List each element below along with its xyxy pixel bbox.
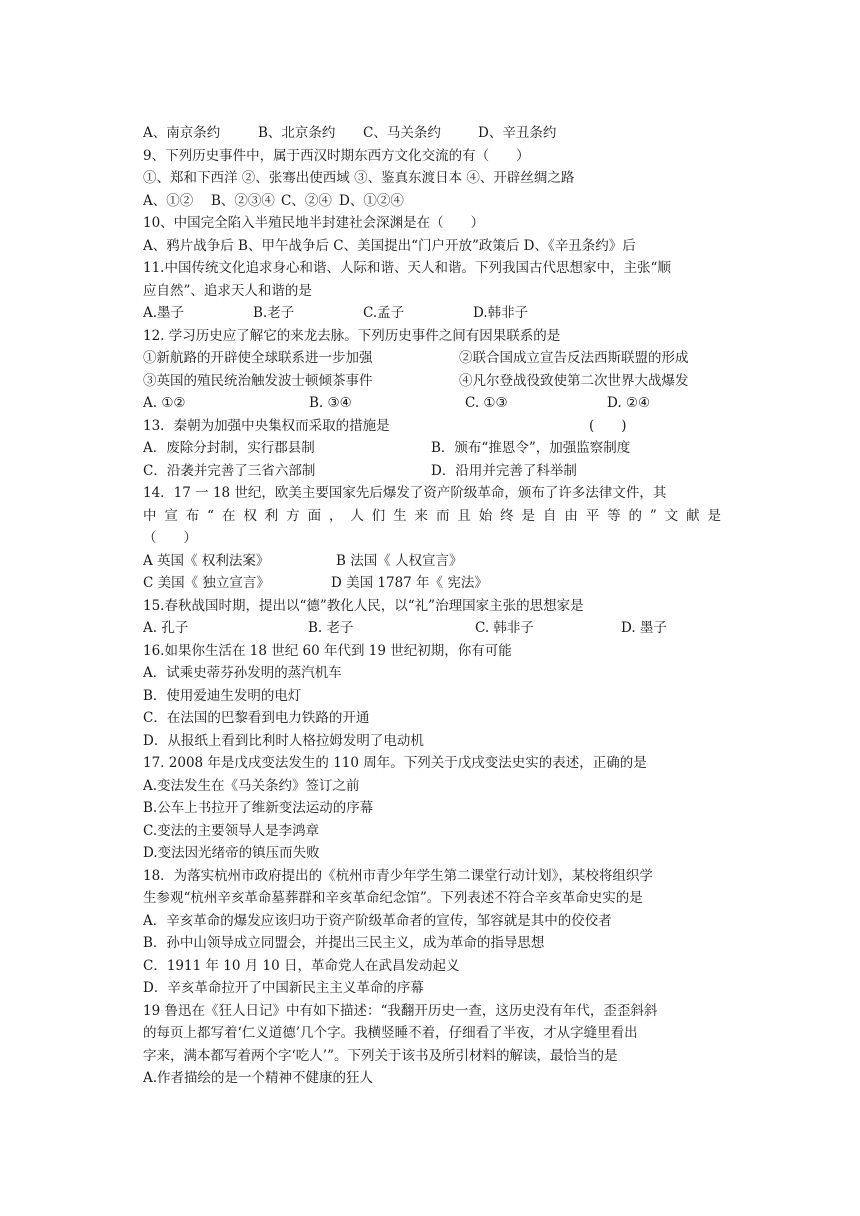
q10-stem: 10、中国完全陷入半殖民地半封建社会深渊是在（ ） (143, 215, 485, 231)
q19-stem-line-2: 的每页上都写着‘仁义道德’几个字。我横竖睡不着，仔细看了半夜，才从字缝里看出 (143, 1025, 638, 1041)
q14-stem-line-3: （ ） (143, 530, 197, 546)
q18-stem-line-1: 18．为落实杭州市政府提出的《杭州市青少年学生第二课堂行动计划》，某校将组织学 (143, 867, 653, 884)
q12-options (143, 392, 721, 415)
q13-options-row-2 (143, 460, 721, 483)
q9-options (143, 190, 721, 213)
q11-option-b: B.老子 (253, 305, 295, 321)
q15-option-a: A. 孔子 (143, 620, 189, 636)
q12-option-d: D. ②④ (607, 395, 651, 411)
q14-option-d: D 美国 1787 年《 宪法》 (331, 575, 488, 591)
q16-option-a: A．试乘史蒂芬孙发明的蒸汽机车 (143, 665, 342, 681)
q18-option-c: C．1911 年 10 月 10 日，革命党人在武昌发动起义 (143, 957, 460, 974)
q14-options-row-2 (143, 572, 721, 595)
q11-option-c: C.孟子 (363, 305, 405, 321)
q12-items-row-2 (143, 370, 721, 393)
q8-options (143, 122, 721, 145)
q14-options-row-1 (143, 550, 721, 573)
q12-option-a: A. ①② (143, 395, 186, 411)
q17-stem: 17. 2008 年是戊戌变法发生的 110 周年。下列关于戊戌变法史实的表述，正确的是 (143, 755, 647, 771)
q9-option-a: A、①② (143, 192, 194, 209)
q16-option-d: D．从报纸上看到比利时人格拉姆发明了电动机 (143, 732, 424, 749)
q17-option-d: D.变法因光绪帝的镇压而失败 (143, 845, 320, 861)
q14-option-a: A 英国《 权利法案》 (143, 552, 270, 569)
q9-items: ①、郑和下西洋 ②、张骞出使西域 ③、鉴真东渡日本 ④、开辟丝绸之路 (143, 170, 575, 186)
q8-option-a: A、南京条约 (143, 125, 221, 141)
q9-stem: 9、下列历史事件中，属于西汉时期东西方文化交流的有（ ） (143, 147, 530, 164)
question-list (143, 122, 721, 1090)
q12-items-row-1 (143, 347, 721, 370)
q14-option-c: C 美国《 独立宣言》 (143, 575, 270, 591)
q9-option-d: D、①②④ (339, 192, 404, 209)
q13-option-d: D．沿用并完善了科举制 (431, 462, 577, 479)
q15-options (143, 617, 721, 640)
q14-stem-line-2: 中宣布“在权利方面，人们生来而且始终是自由平等的”文献是 (143, 507, 721, 524)
q15-option-b: B. 老子 (308, 620, 354, 636)
q18-option-b: B．孙中山领导成立同盟会，并提出三民主义，成为革命的指导思想 (143, 935, 545, 951)
q18-option-a: A．辛亥革命的爆发应该归功于资产阶级革命者的宣传，邹容就是其中的佼佼者 (143, 912, 612, 929)
q17-option-b: B.公车上书拉开了维新变法运动的序幕 (143, 800, 374, 816)
q13-answer-paren: ( ) (589, 417, 627, 434)
q13-option-b: B．颁布“推恩令”，加强监察制度 (431, 440, 631, 456)
q15-option-d: D. 墨子 (621, 620, 667, 636)
q19-option-a: A.作者描绘的是一个精神不健康的狂人 (143, 1070, 374, 1086)
q17-option-a: A.变法发生在《马关条约》签订之前 (143, 777, 360, 794)
q16-option-b: B．使用爱迪生发明的电灯 (143, 687, 302, 704)
q8-option-c: C、马关条约 (363, 125, 441, 141)
q16-option-c: C．在法国的巴黎看到电力铁路的开通 (143, 710, 370, 726)
q16-stem: 16.如果你生活在 18 世纪 60 年代到 19 世纪初期，你有可能 (143, 642, 512, 659)
q12-item-2: ②联合国成立宣告反法西斯联盟的形成 (459, 350, 689, 366)
q14-stem-line-1: 14．17 一 18 世纪，欧美主要国家先后爆发了资产阶级革命，颁布了许多法律文件，其 (143, 485, 667, 501)
q18-option-d: D．辛亥革命拉开了中国新民主主义革命的序幕 (143, 980, 424, 996)
q13-option-a: A．废除分封制，实行郡县制 (143, 440, 315, 456)
q19-stem-line-3: 字来，满本都写着两个字‘吃人’”。下列关于该书及所引材料的解读，最恰当的是 (143, 1047, 618, 1064)
q13-stem: 13．秦朝为加强中央集权而采取的措施是 (143, 417, 390, 434)
q11-option-d: D.韩非子 (473, 305, 529, 321)
q12-stem: 12. 学习历史应了解它的来龙去脉。下列历史事件之间有因果联系的是 (143, 327, 561, 344)
q12-item-3: ③英国的殖民统治触发波士顿倾茶事件 (143, 372, 373, 389)
q8-option-b: B、北京条约 (258, 125, 336, 141)
q15-option-c: C. 韩非子 (475, 620, 534, 636)
q12-item-1: ①新航路的开辟使全球联系进一步加强 (143, 350, 373, 366)
q11-options (143, 302, 721, 325)
q13-options-row-1 (143, 437, 721, 460)
q15-stem: 15.春秋战国时期，提出以“德”教化人民，以“礼”治理国家主张的思想家是 (143, 597, 584, 614)
q13-option-c: C．沿袭并完善了三省六部制 (143, 462, 316, 479)
q10-options: A、鸦片战争后 B、甲午战争后 C、美国提出“门户开放”政策后 D、《辛丑条约》后 (143, 237, 636, 254)
q12-item-4: ④凡尔登战役致使第二次世界大战爆发 (459, 372, 689, 389)
q11-option-a: A.墨子 (143, 305, 185, 321)
q17-option-c: C.变法的主要领导人是李鸿章 (143, 822, 320, 839)
q13-stem-row (143, 415, 721, 438)
q11-stem-line-1: 11.中国传统文化追求身心和谐、人际和谐、天人和谐。下列我国古代思想家中，主张“顺 (143, 260, 671, 276)
q19-stem-line-1: 19 鲁迅在《狂人日记》中有如下描述：“我翻开历史一查，这历史没有年代，歪歪斜斜 (143, 1002, 658, 1019)
q9-option-c: C、②④ (281, 192, 332, 209)
q12-option-c: C. ①③ (465, 395, 508, 411)
q8-option-d: D、辛丑条约 (478, 125, 557, 141)
q11-stem-line-2: 应自然”、追求天人和谐的是 (143, 282, 312, 299)
q9-option-b: B、②③④ (211, 192, 275, 209)
q14-option-b: B 法国《 人权宣言》 (336, 552, 463, 569)
q18-stem-line-2: 生参观“杭州辛亥革命墓葬群和辛亥革命纪念馆”。下列表述不符合辛亥革命史实的是 (143, 890, 643, 906)
q12-option-b: B. ③④ (309, 395, 352, 411)
